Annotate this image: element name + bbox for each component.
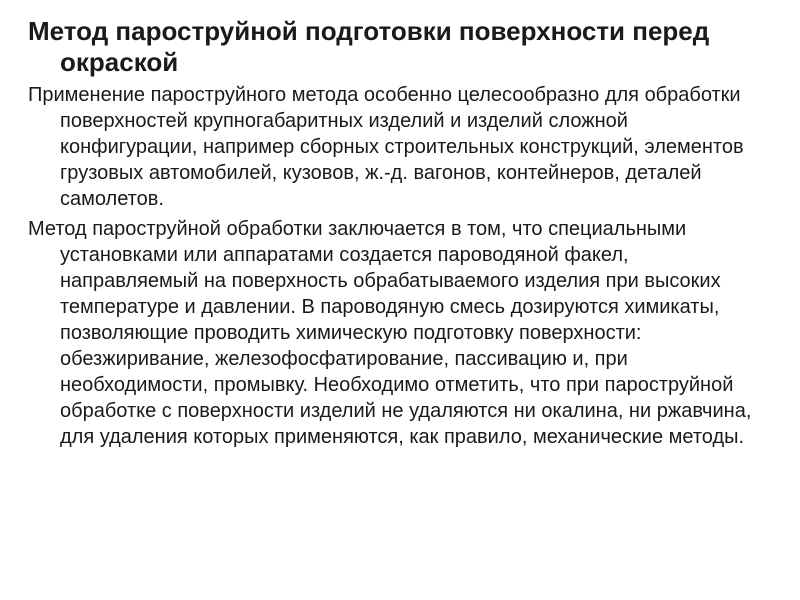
paragraph-method-description: Метод пароструйной обработки заключается в том, что специальными установками или аппаратами создается пароводяной факел, направляемый на поверхность обрабатываемого изделия при высоких температуре и давлении. В пароводяную смесь дозируются химикаты, позволяющие проводить химическую подготовку поверхности: обезжиривание, железофосфатирование, пассивацию и, при необходимости, промывку. Необходимо отметить, что при пароструйной обработке с поверхности изделий не удаляются ни окалина, ни ржавчина, для удаления которых применяются, как правило, механические методы. — [28, 218, 752, 448]
paragraph-application: Применение пароструйного метода особенно целесообразно для обработки поверхностей крупногабаритных изделий и изделий сложной конфигурации, например сборных строительных конструкций, элементов грузовых автомобилей, кузовов, ж.-д. вагонов, контейнеров, деталей самолетов. — [28, 84, 744, 210]
slide-title: Метод пароструйной подготовки поверхности перед окраской — [28, 16, 710, 77]
